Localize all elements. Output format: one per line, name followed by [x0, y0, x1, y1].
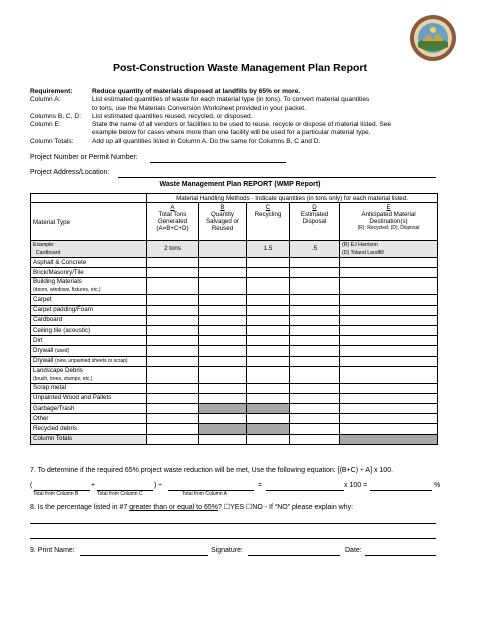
cell-column-a[interactable] [147, 295, 199, 305]
material-name: Drywall (new, unpainted sheets or scrap) [31, 356, 147, 366]
cell-column-b[interactable] [199, 366, 247, 383]
city-seal-logo [409, 14, 457, 62]
caption-column-b: Total from Column B [33, 491, 79, 497]
column-a-header: A Total Tons Generated (A=B+C+D) [147, 203, 199, 241]
cell-column-a[interactable] [147, 325, 199, 335]
cell-column-b[interactable] [199, 414, 247, 424]
example-b [199, 241, 247, 258]
cell-column-c[interactable] [247, 268, 290, 278]
cell-column-d[interactable] [290, 268, 340, 278]
table-row [31, 305, 438, 315]
table-row [31, 356, 438, 366]
cell-column-e [340, 434, 438, 444]
cell-column-e[interactable] [340, 278, 438, 295]
cell-column-b [199, 424, 247, 434]
cell-column-d[interactable] [290, 404, 340, 414]
project-number-label: Project Number or Permit Number: [30, 154, 138, 161]
cell-column-a[interactable] [147, 383, 199, 393]
material-name: Other [31, 414, 147, 424]
requirement-text: Add up all quantities listed in Column A. Do the same for Columns B, C and D. [92, 137, 321, 145]
explain-line-1[interactable] [30, 523, 436, 524]
material-name: Ceiling tile (acoustic) [31, 325, 147, 335]
cell-column-c [247, 404, 290, 414]
cell-column-a[interactable] [147, 268, 199, 278]
wmp-report-table [30, 193, 438, 445]
cell-column-c[interactable] [247, 383, 290, 393]
ratio-field[interactable] [266, 490, 344, 491]
cell-column-e[interactable] [340, 305, 438, 315]
requirement-text: List estimated quantities reused, recycled, or disposed. [92, 112, 253, 120]
column-d-header: D Estimated Disposal [290, 203, 340, 241]
signature-label: Signature: [211, 547, 243, 554]
cell-column-e[interactable] [340, 346, 438, 356]
cell-column-a[interactable] [147, 336, 199, 346]
cell-column-c[interactable] [247, 414, 290, 424]
example-e: (R) EJ Harrison (D) Toland Landfill [340, 241, 438, 258]
equation-row: ( + ) ÷ = x 100 = % [30, 482, 441, 489]
requirement-text: to tons, use the Materials Conversion Worksheet provided in your packet. [92, 104, 306, 112]
requirements-block [30, 88, 450, 146]
question-7-text: 7. To determine if the required 65% project waste reduction will be met, Use the following equation: [(B+C) ÷ A] x 100. [30, 467, 394, 474]
cell-column-d[interactable] [290, 356, 340, 366]
cell-column-b[interactable] [199, 336, 247, 346]
table-row [31, 258, 438, 268]
table-row [31, 315, 438, 325]
cell-column-b[interactable] [199, 356, 247, 366]
cell-column-c[interactable] [247, 434, 290, 444]
table-row [31, 383, 438, 393]
table-row [31, 424, 438, 434]
requirement-line [30, 138, 450, 146]
cell-column-e[interactable] [340, 315, 438, 325]
cell-column-b[interactable] [199, 268, 247, 278]
cell-column-e[interactable] [340, 414, 438, 424]
requirement-text: Reduce quantity of materials disposed at landfills by 65% or more. [92, 88, 301, 95]
cell-column-d[interactable] [290, 295, 340, 305]
explain-line-2[interactable] [30, 538, 436, 539]
cell-column-c[interactable] [247, 258, 290, 268]
cell-column-b[interactable] [199, 346, 247, 356]
requirement-line [30, 129, 450, 137]
example-row: Example: Cardboard 2 tons 1.5 .5 (R) EJ Harrison (D) Toland Landfill [31, 241, 438, 258]
cell-column-a[interactable] [147, 393, 199, 403]
cell-column-c[interactable] [247, 325, 290, 335]
material-name: Column Totals [31, 434, 147, 444]
cell-column-a[interactable] [147, 356, 199, 366]
example-d: .5 [290, 241, 340, 258]
cell-column-d[interactable] [290, 325, 340, 335]
table-row [31, 434, 438, 444]
cell-column-e[interactable] [340, 393, 438, 403]
requirement-key: Column E: [30, 121, 61, 129]
material-name: Recycled debris [31, 424, 147, 434]
cell-column-e[interactable] [340, 424, 438, 434]
table-row [31, 278, 438, 295]
example-c: 1.5 [247, 241, 290, 258]
cell-column-c[interactable] [247, 356, 290, 366]
cell-column-d[interactable] [290, 315, 340, 325]
project-address-field[interactable] [118, 177, 436, 178]
cell-column-e[interactable] [340, 336, 438, 346]
cell-column-a[interactable] [147, 278, 199, 295]
requirement-line [30, 113, 450, 121]
cell-column-d[interactable] [290, 434, 340, 444]
requirement-key [30, 129, 92, 137]
cell-column-e[interactable] [340, 383, 438, 393]
requirement-key: Columns B, C, D: [30, 112, 81, 120]
print-name-field[interactable] [80, 555, 208, 556]
cell-column-d[interactable] [290, 305, 340, 315]
material-name: Carpet [31, 295, 147, 305]
requirement-text: State the name of all vendors or facilities to be used to reuse, recycle or dispose of material listed. See [92, 121, 392, 129]
material-name: Asphalt & Concrete [31, 258, 147, 268]
cell-column-d[interactable] [290, 414, 340, 424]
table-row [31, 414, 438, 424]
material-name: Scrap metal [31, 383, 147, 393]
cell-column-d[interactable] [290, 336, 340, 346]
cell-column-b[interactable] [199, 315, 247, 325]
cell-column-a[interactable] [147, 366, 199, 383]
cell-column-a[interactable] [147, 424, 199, 434]
cell-column-d[interactable] [290, 366, 340, 383]
project-number-field[interactable] [150, 162, 286, 163]
percentage-field[interactable] [370, 490, 432, 491]
cell-column-c [247, 424, 290, 434]
material-name: Cardboard [31, 315, 147, 325]
cell-column-e[interactable] [340, 325, 438, 335]
cell-column-b[interactable] [199, 393, 247, 403]
cell-column-e[interactable] [340, 268, 438, 278]
cell-column-b[interactable] [199, 295, 247, 305]
cell-column-d[interactable] [290, 393, 340, 403]
question-8-text: 8. Is the percentage listed in #7 greater than or equal to 65%? ☐YES ☐NO - If “NO” please explain why: [30, 504, 354, 511]
cell-column-b[interactable] [199, 278, 247, 295]
cell-column-c[interactable] [247, 366, 290, 383]
cell-column-b[interactable] [199, 258, 247, 268]
table-row [31, 295, 438, 305]
material-name: Unpainted Wood and Pallets [31, 393, 147, 403]
table-row [31, 325, 438, 335]
caption-column-a: Total from Column A [182, 491, 228, 497]
cell-column-e[interactable] [340, 366, 438, 383]
requirement-key [30, 105, 92, 113]
cell-column-b[interactable] [199, 383, 247, 393]
table-row [31, 366, 438, 383]
project-address-label: Project Address/Location: [30, 169, 110, 176]
example-a: 2 tons [147, 241, 199, 258]
cell-column-c[interactable] [247, 278, 290, 295]
requirement-line [30, 121, 450, 129]
table-row [31, 336, 438, 346]
cell-column-c[interactable] [247, 295, 290, 305]
requirement-line [30, 105, 450, 113]
cell-column-e[interactable] [340, 404, 438, 414]
caption-column-c: Total from Column C [97, 491, 143, 497]
material-name: Carpet padding/Foam [31, 305, 147, 315]
material-type-header: Material Type [31, 203, 147, 241]
requirement-key: Column Totals: [30, 137, 74, 145]
column-b-header: B Quantity Salvaged or Reused [199, 203, 247, 241]
cell-column-d[interactable] [290, 346, 340, 356]
table-row [31, 346, 438, 356]
date-label: Date: [345, 547, 362, 554]
requirement-key: Requirement: [30, 88, 73, 95]
signature-field[interactable] [248, 555, 340, 556]
date-field[interactable] [365, 555, 436, 556]
column-c-header: C Recycling [247, 203, 290, 241]
material-name: Drywall (used) [31, 346, 147, 356]
table-title: Waste Management Plan REPORT (WMP Report) [159, 181, 321, 188]
table-row [31, 393, 438, 403]
cell-column-d[interactable] [290, 278, 340, 295]
cell-column-a[interactable] [147, 305, 199, 315]
table-row [31, 404, 438, 414]
cell-column-e[interactable] [340, 258, 438, 268]
material-name: Building Materials (doors, windows, fixtures, etc.) [31, 278, 147, 295]
page-title: Post-Construction Waste Management Plan Report [113, 62, 367, 74]
requirement-text: example below for cases where more than one facility will be used for a particular material type. [92, 129, 371, 137]
cell-column-b[interactable] [199, 325, 247, 335]
methods-header: Material Handling Methods - Indicate quantities (in tons only) for each material listed. [147, 194, 438, 203]
print-name-label: 9. Print Name: [30, 547, 75, 554]
column-e-header: E Anticipated Material Destination(s) (R): Recycled; (D): Disposal [340, 203, 438, 241]
table-row [31, 268, 438, 278]
cell-column-a[interactable] [147, 404, 199, 414]
cell-column-c[interactable] [247, 315, 290, 325]
material-name: Garbage/Trash [31, 404, 147, 414]
cell-column-b[interactable] [199, 434, 247, 444]
cell-column-a[interactable] [147, 315, 199, 325]
cell-column-d[interactable] [290, 258, 340, 268]
cell-column-a[interactable] [147, 346, 199, 356]
cell-column-c[interactable] [247, 336, 290, 346]
material-name: Landscape Debris (brush, trees, stumps, etc.) [31, 366, 147, 383]
cell-column-d[interactable] [290, 383, 340, 393]
cell-column-b[interactable] [199, 305, 247, 315]
cell-column-e[interactable] [340, 356, 438, 366]
cell-column-d[interactable] [290, 424, 340, 434]
cell-column-c[interactable] [247, 346, 290, 356]
cell-column-e[interactable] [340, 295, 438, 305]
requirement-key: Column A: [30, 96, 61, 104]
material-name: Brick/Masonry/Tile [31, 268, 147, 278]
requirement-text: List estimated quantities of waste for each material type (in tons). To convert material quantities [92, 96, 370, 104]
requirement-line [30, 88, 450, 96]
cell-column-a[interactable] [147, 434, 199, 444]
requirement-line [30, 96, 450, 104]
cell-column-c[interactable] [247, 305, 290, 315]
material-name: Dirt [31, 336, 147, 346]
cell-column-b [199, 404, 247, 414]
cell-column-a[interactable] [147, 258, 199, 268]
cell-column-a[interactable] [147, 414, 199, 424]
cell-column-c[interactable] [247, 393, 290, 403]
